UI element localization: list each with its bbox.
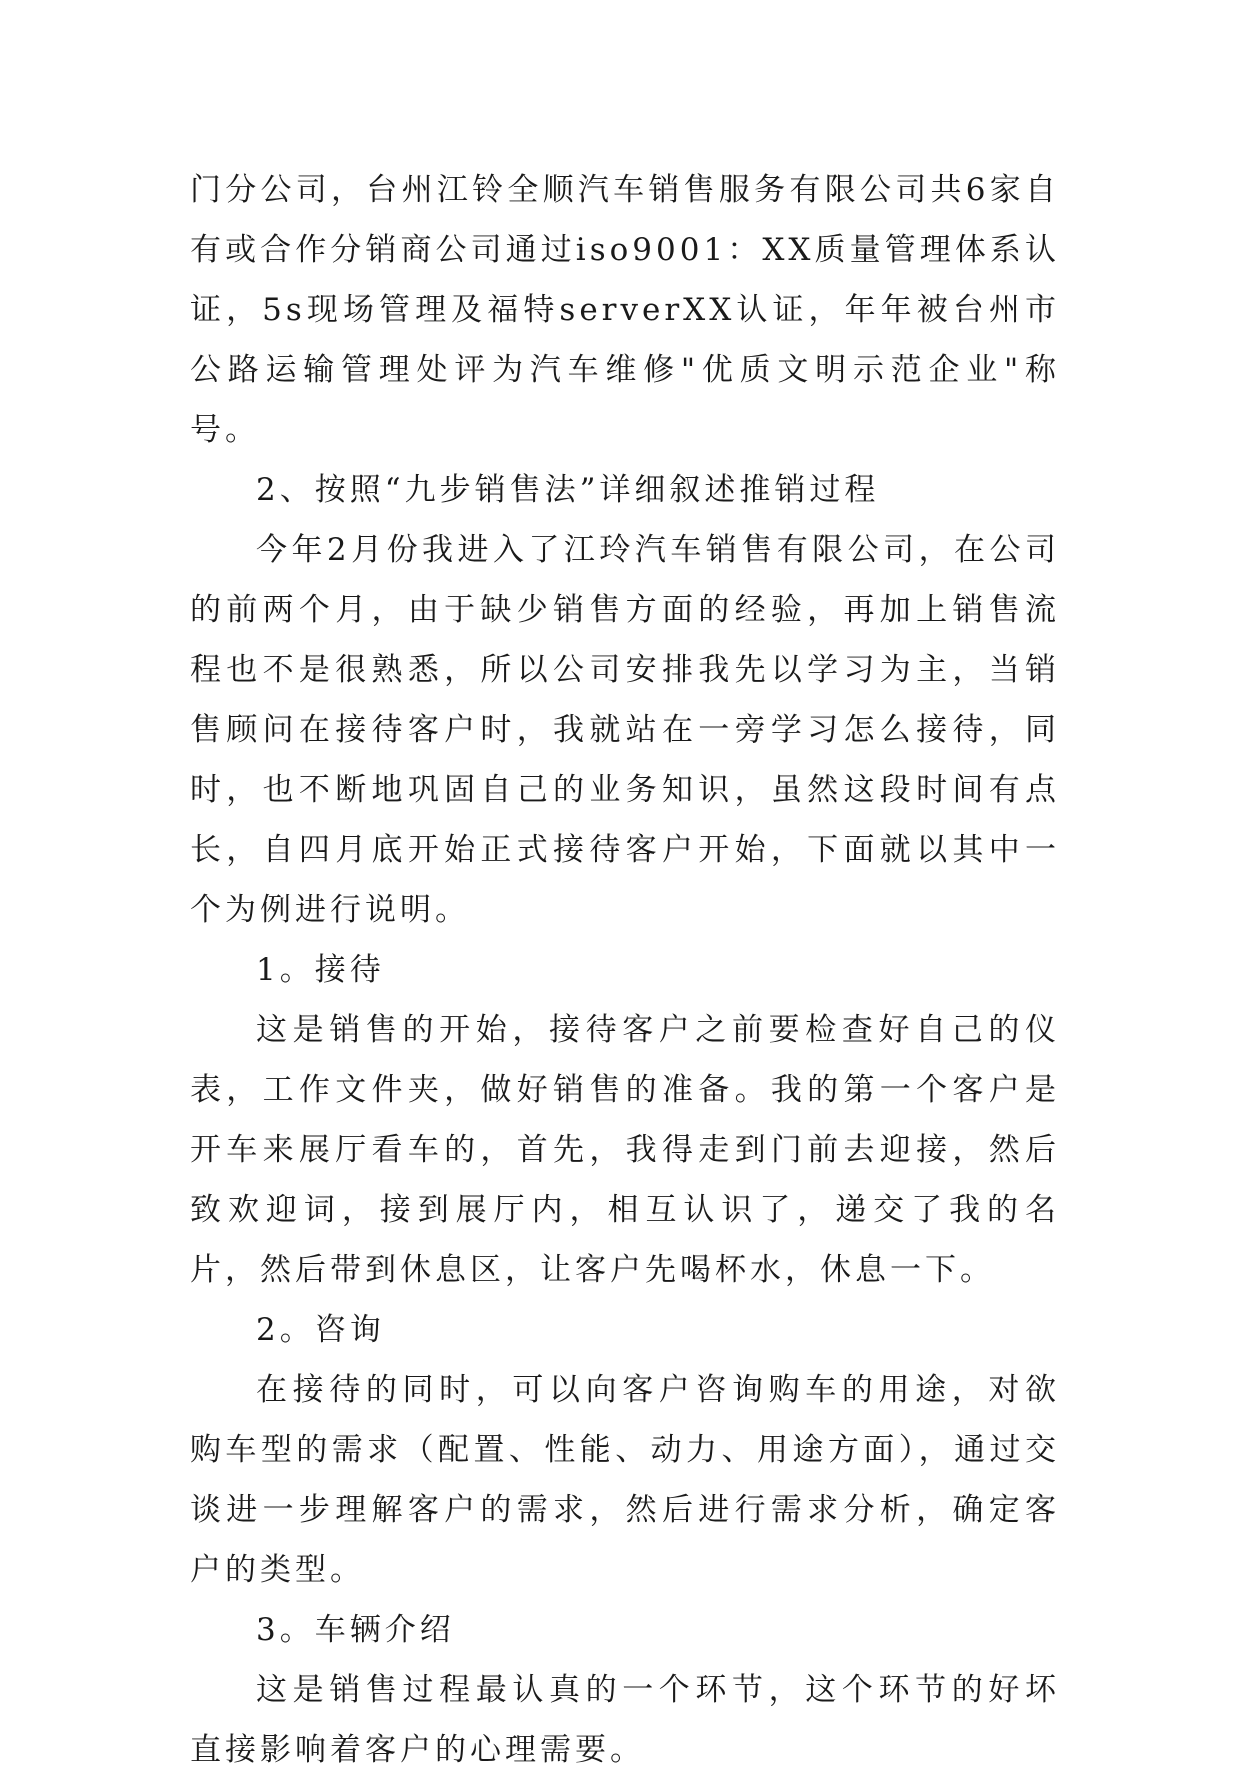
paragraph-vehicle-intro: 这是销售过程最认真的一个环节，这个环节的好坏直接影响着客户的心理需要。 [190,1672,1060,1768]
document-body [190,160,1060,1780]
paragraph-intro-experience: 今年2月份我进入了江玲汽车销售有限公司，在公司的前两个月，由于缺少销售方面的经验，再加上销售流程也不是很熟悉，所以公司安排我先以学习为主，当销售顾问在接待客户时，我就站在一旁学习怎么接待，同时，也不断地巩固自己的业务知识，虽然这段时间有点长，自四月底开始正式接待客户开始，下面就以其中一个为例进行说明。 [190,532,1060,928]
paragraph-company-certification: 门分公司，台州江铃全顺汽车销售服务有限公司共6家自有或合作分销商公司通过iso9001：XX质量管理体系认证，5s现场管理及福特serverXX认证，年年被台州市公路运输管理处评为汽车维修"优质文明示范企业"称号。 [190,172,1060,448]
paragraph-consultation: 在接待的同时，可以向客户咨询购车的用途，对欲购车型的需求（配置、性能、动力、用途方面），通过交谈进一步理解客户的需求，然后进行需求分析，确定客户的类型。 [190,1372,1060,1588]
step-heading-reception: 1。接待 [256,952,385,988]
paragraph-reception: 这是销售的开始，接待客户之前要检查好自己的仪表，工作文件夹，做好销售的准备。我的第一个客户是开车来展厅看车的，首先，我得走到门前去迎接，然后致欢迎词，接到展厅内，相互认识了，递交了我的名片，然后带到休息区，让客户先喝杯水，休息一下。 [190,1012,1060,1288]
step-heading-consultation: 2。咨询 [256,1312,385,1348]
section-heading-nine-step: 2、按照“九步销售法”详细叙述推销过程 [256,472,880,508]
step-heading-vehicle-intro: 3。车辆介绍 [256,1612,455,1648]
